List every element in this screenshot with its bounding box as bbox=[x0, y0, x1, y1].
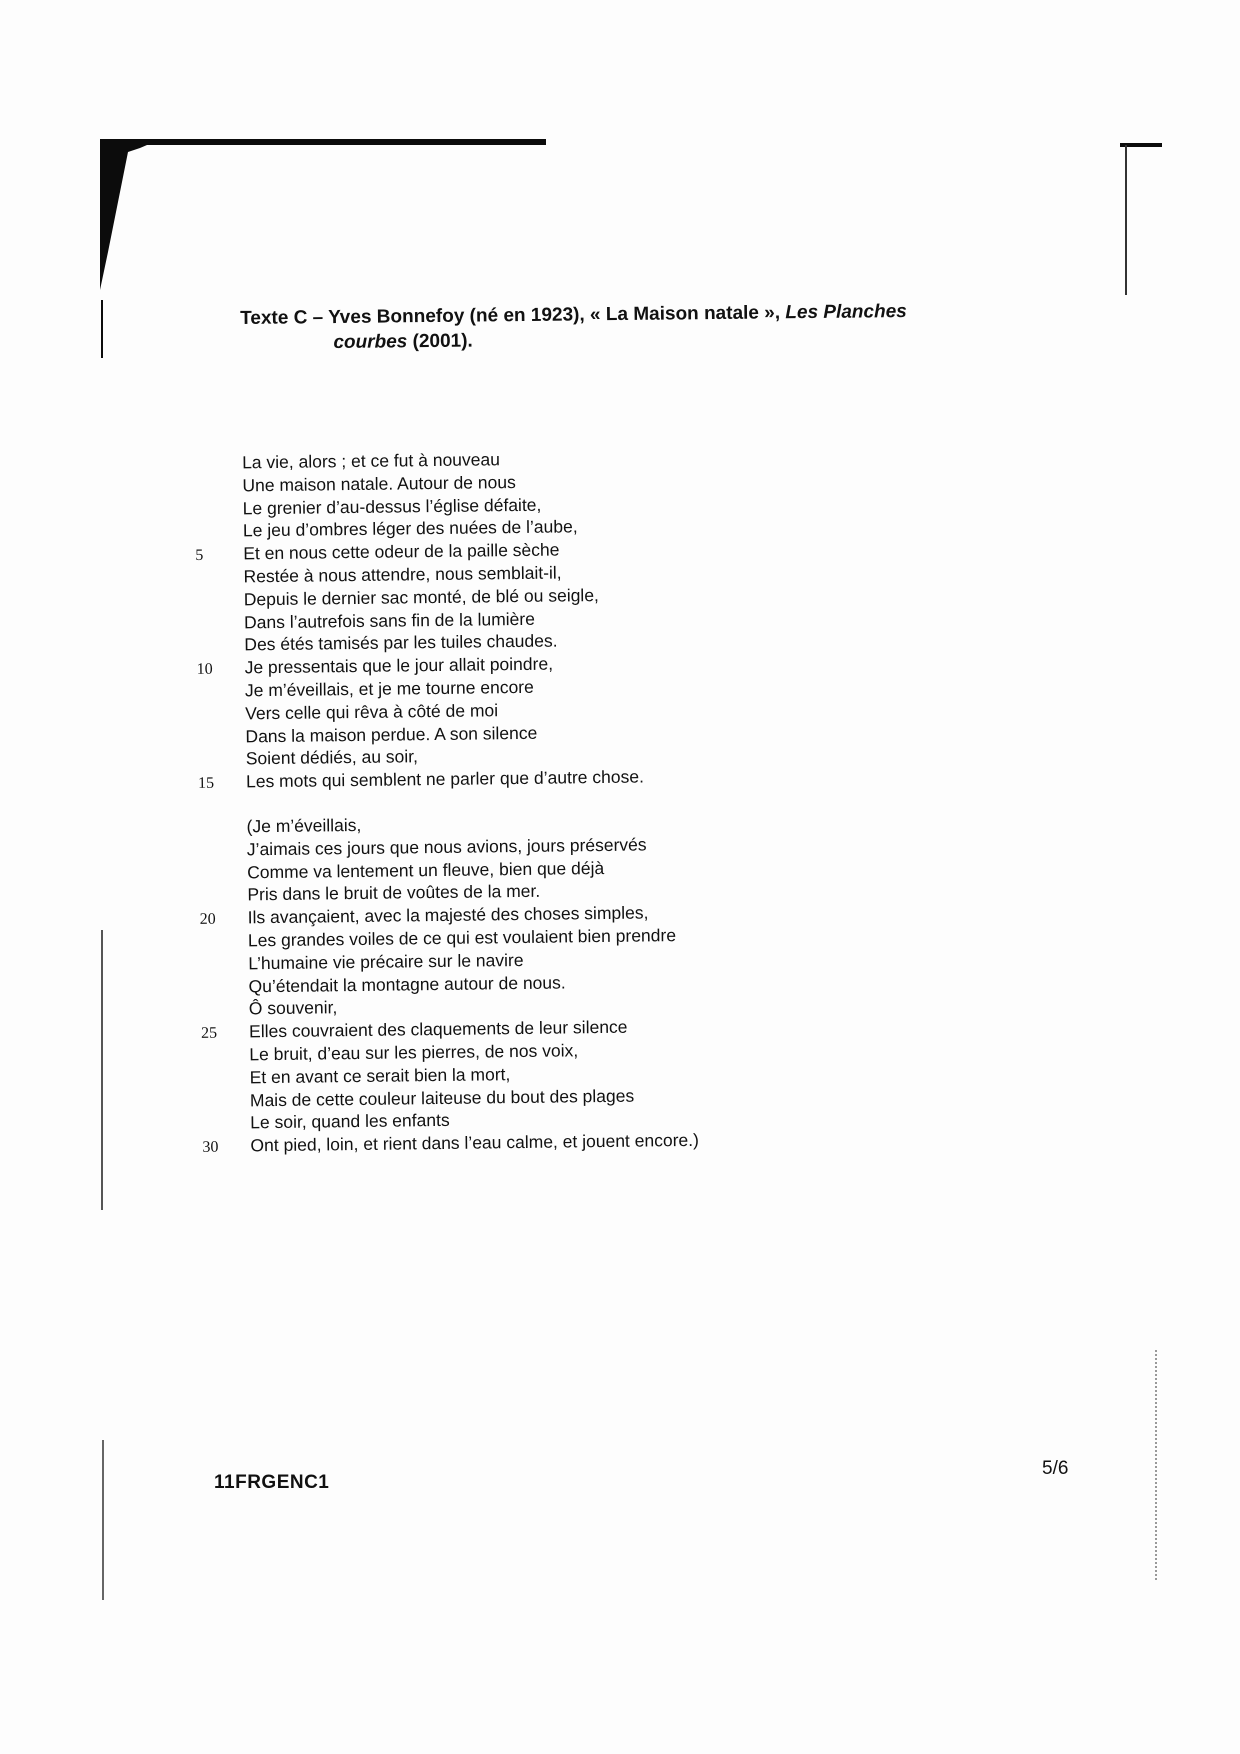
verse-text: Dans l’autrefois sans fin de la lumière bbox=[243, 608, 536, 632]
verse-number: 30 bbox=[202, 1138, 219, 1157]
verse-text: Une maison natale. Autour de nous bbox=[242, 471, 516, 496]
heading-work-title-2: courbes bbox=[333, 331, 408, 354]
page-number: 5/6 bbox=[1042, 1458, 1069, 1479]
document-code: 11FRGENC1 bbox=[214, 1472, 330, 1493]
verse-text: Les mots qui semblent ne parler que d’autre chose. bbox=[245, 766, 644, 792]
verse-text: Et en nous cette odeur de la paille sèche bbox=[243, 539, 560, 564]
verse-text: Le bruit, d’eau sur les pierres, de nos voix, bbox=[249, 1040, 579, 1065]
scan-left-bar bbox=[102, 1440, 104, 1600]
verse-text: Elles couvraient des claquements de leur silence bbox=[248, 1016, 628, 1042]
verse-text: Je pressentais que le jour allait poindre, bbox=[244, 653, 554, 678]
scan-right-edge bbox=[1125, 145, 1127, 295]
verse-text: J’aimais ces jours que nous avions, jours préservés bbox=[246, 834, 647, 860]
scan-left-bar bbox=[101, 300, 103, 358]
text-heading bbox=[240, 298, 1000, 356]
heading-year: (2001). bbox=[407, 330, 473, 353]
verse-number: 10 bbox=[196, 660, 213, 679]
verse-text: La vie, alors ; et ce fut à nouveau bbox=[242, 449, 501, 473]
heading-prefix: Texte C – Yves Bonnefoy (né en 1923), « La Maison natale », bbox=[240, 302, 786, 329]
verse-text: Depuis le dernier sac monté, de blé ou seigle, bbox=[243, 584, 599, 610]
verse-number: 25 bbox=[201, 1024, 218, 1043]
verse-text: Comme va lentement un fleuve, bien que déjà bbox=[247, 857, 605, 882]
verse-text: Je m’éveillais, et je me tourne encore bbox=[244, 676, 534, 701]
verse-text: Ont pied, loin, et rient dans l’eau calme, et jouent encore.) bbox=[250, 1129, 700, 1156]
poem bbox=[190, 443, 899, 1157]
verse-text: Le jeu d’ombres léger des nuées de l’aube, bbox=[242, 516, 578, 541]
heading-line-2 bbox=[240, 323, 1000, 356]
verse-text: Ô souvenir, bbox=[248, 997, 338, 1019]
verse-text: Et en avant ce serait bien la mort, bbox=[249, 1063, 511, 1088]
verse-number: 20 bbox=[199, 910, 216, 929]
verse-text: Ils avançaient, avec la majesté des choses simples, bbox=[247, 902, 649, 928]
verse-text: Pris dans le bruit de voûtes de la mer. bbox=[247, 881, 541, 905]
verse-text: Vers celle qui rêva à côté de moi bbox=[245, 700, 499, 724]
verse-text: Restée à nous attendre, nous semblait-il, bbox=[243, 562, 562, 587]
verse-number: 5 bbox=[195, 547, 204, 565]
verse-text: Qu’étendait la montagne autour de nous. bbox=[248, 971, 566, 996]
scan-left-wedge bbox=[100, 142, 154, 290]
scan-left-bar bbox=[101, 930, 103, 1210]
verse-text: Des étés tamisés par les tuiles chaudes. bbox=[244, 630, 558, 655]
verse-text: Le grenier d’au-dessus l’église défaite, bbox=[242, 494, 542, 518]
verse-text: Dans la maison perdue. A son silence bbox=[245, 722, 538, 746]
verse-text: Les grandes voiles de ce qui est voulaient bien prendre bbox=[247, 925, 677, 951]
verse-number: 15 bbox=[197, 774, 215, 793]
scan-right-dots bbox=[1155, 1350, 1159, 1580]
verse-text: Mais de cette couleur laiteuse du bout des plages bbox=[249, 1085, 635, 1110]
verse-text: (Je m’éveillais, bbox=[246, 814, 362, 837]
heading-work-title-1: Les Planches bbox=[785, 301, 907, 324]
verse-text: L’humaine vie précaire sur le navire bbox=[248, 949, 524, 974]
scan-top-rule bbox=[100, 139, 546, 145]
verse-text: Soient dédiés, au soir, bbox=[245, 746, 419, 769]
verse-text: Le soir, quand les enfants bbox=[250, 1110, 450, 1133]
